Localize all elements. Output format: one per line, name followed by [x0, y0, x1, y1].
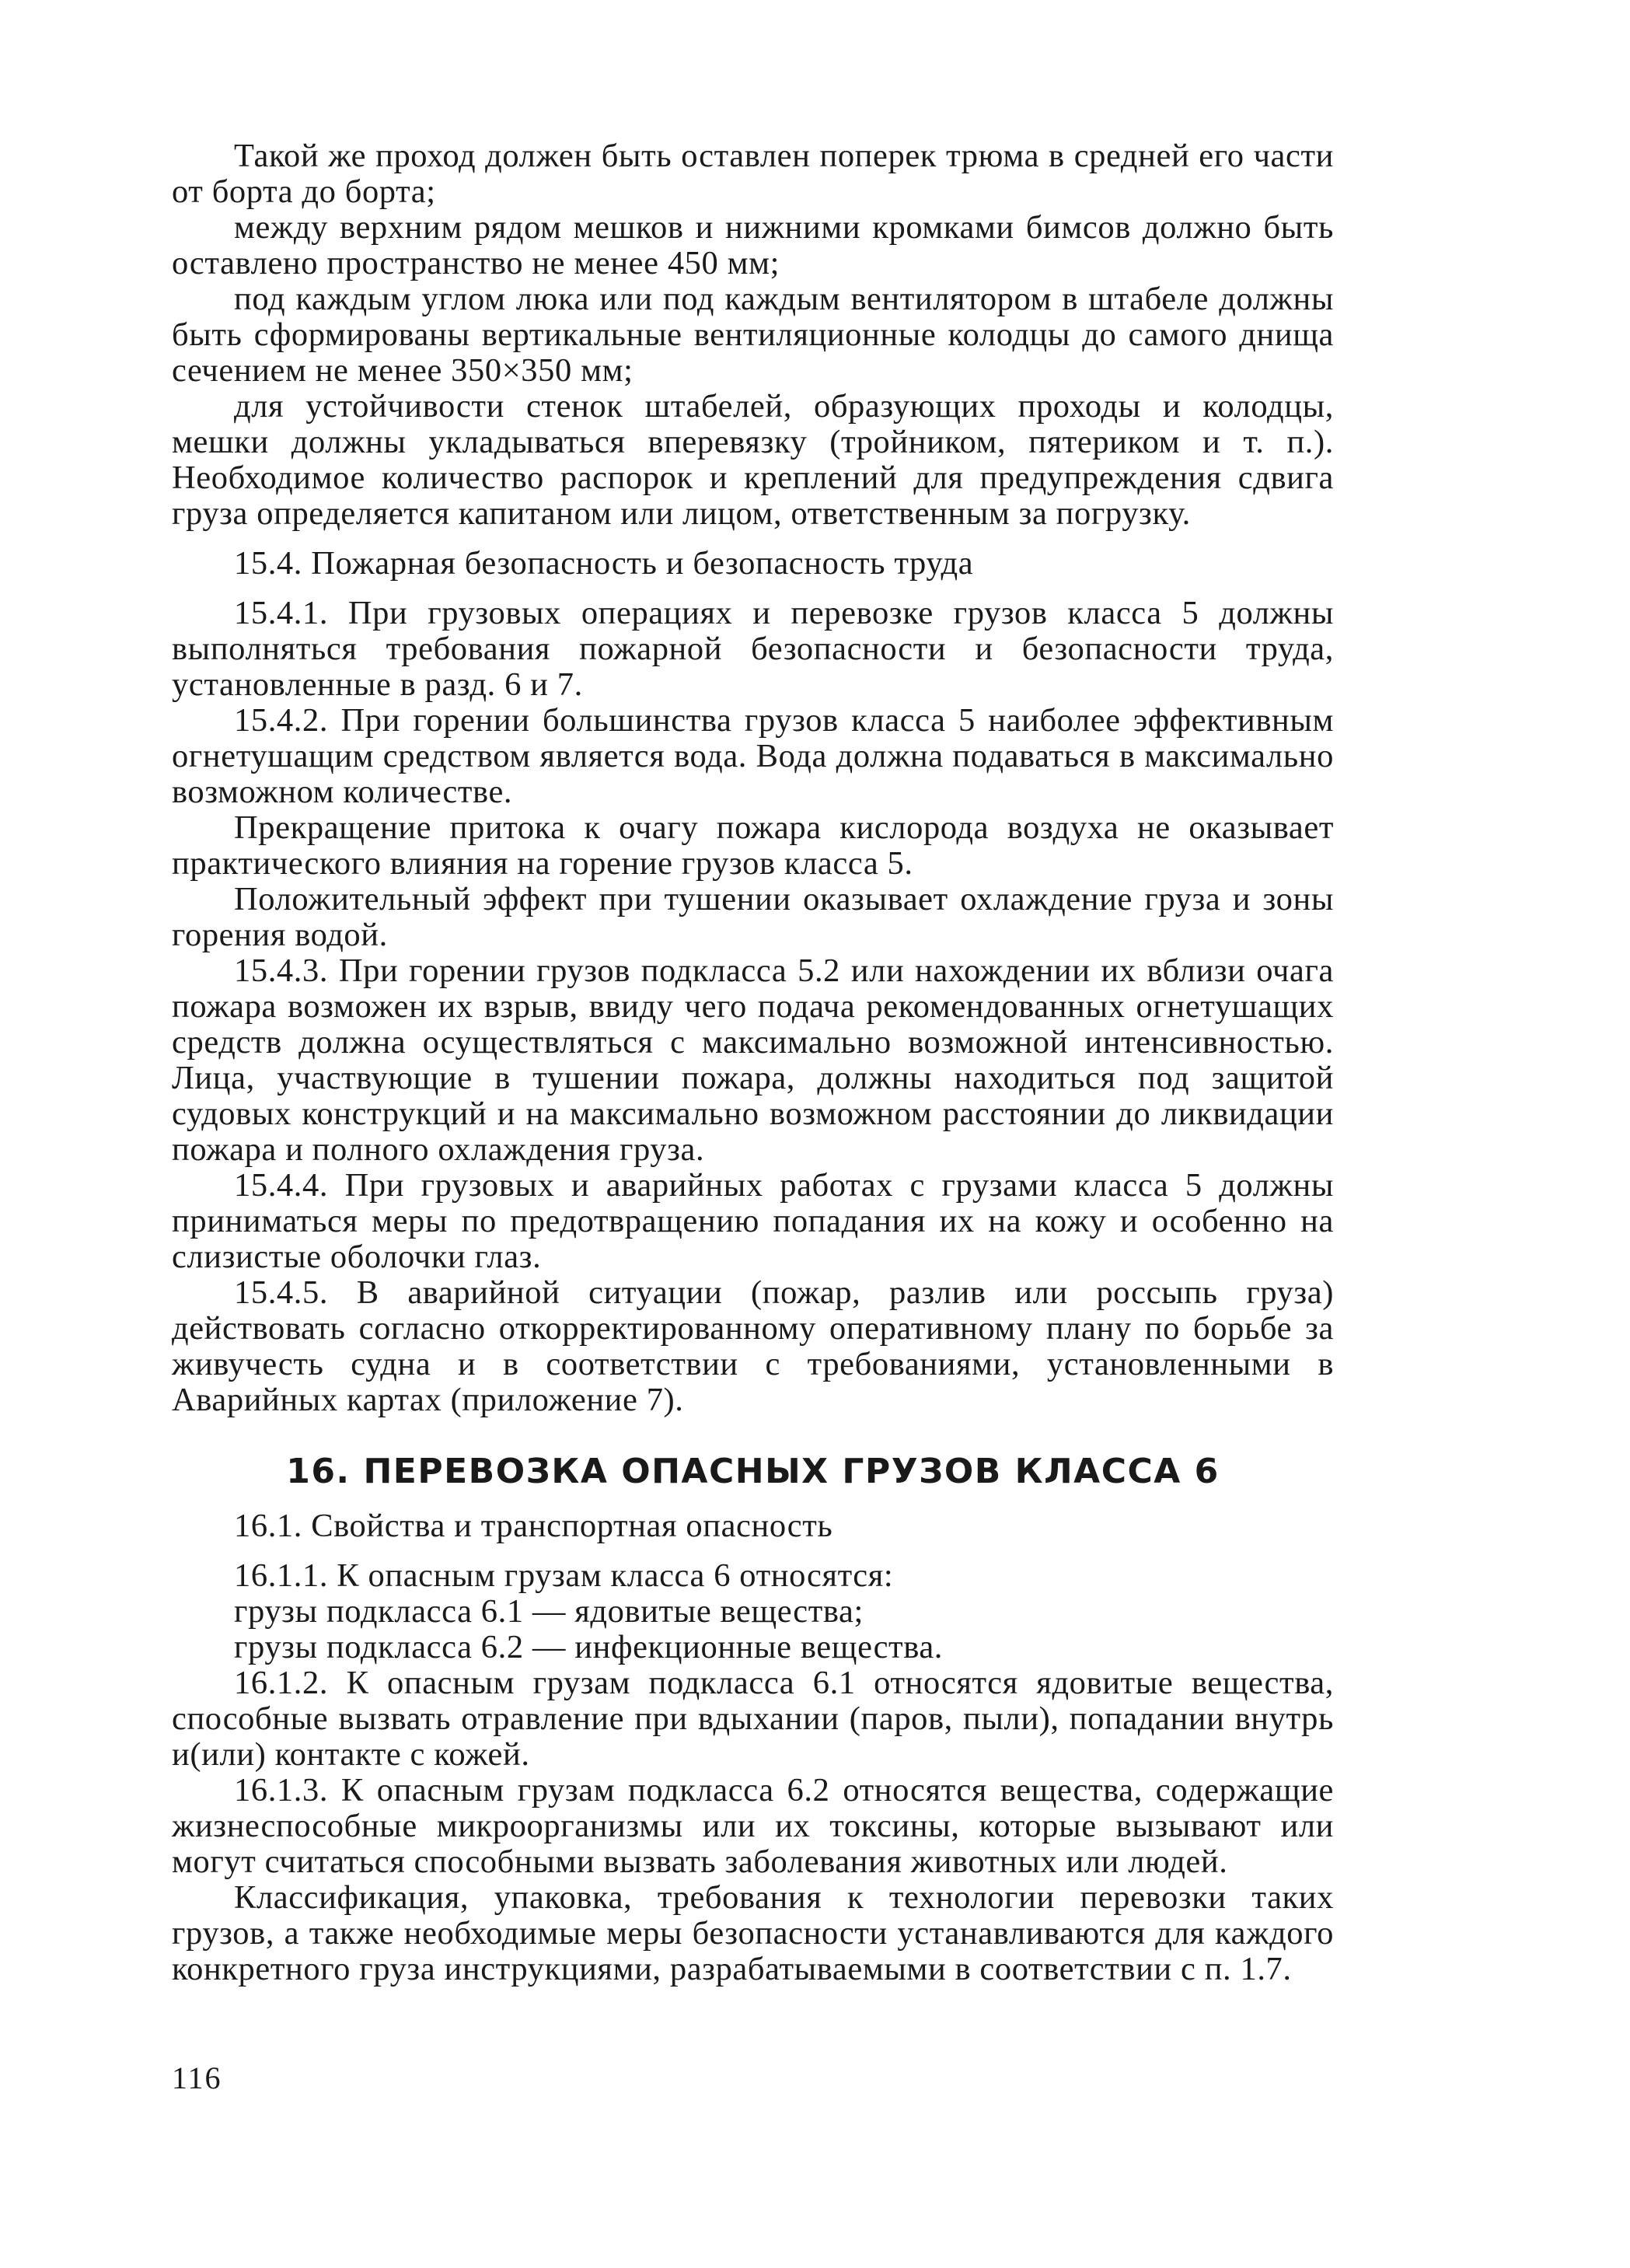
paragraph: под каждым углом люка или под каждым вентилятором в штабеле должны быть сформированы вертикальные вентиляционные колодцы до самого днища сечением не менее 350×350 мм;: [172, 281, 1334, 389]
paragraph: 15.4.3. При горении грузов подкласса 5.2 или нахождении их вблизи очага пожара возможен их взрыв, ввиду чего подача рекомендованных огнетушащих средств должна осуществляться с максимально возможной интенсивностью. Лица, участвующие в тушении пожара, должны находиться под защитой судовых конструкций и на максимально возможном расстоянии до ликвидации пожара и полного охлаждения груза.: [172, 952, 1334, 1168]
page-body: [172, 138, 1334, 1987]
paragraph: грузы подкласса 6.1 — ядовитые вещества;: [234, 1593, 864, 1630]
paragraph: 15.4.2. При горении большинства грузов класса 5 наиболее эффективным огнетушащим средством является вода. Вода должна подаваться в максимально возможном количестве.: [172, 702, 1334, 810]
subsection-heading-16-1: 16.1. Свойства и транспортная опасность: [234, 1508, 833, 1544]
paragraph: для устойчивости стенок штабелей, образующих проходы и колодцы, мешки должны укладываться вперевязку (тройником, пятериком и т. п.). Необходимое количество распорок и креплений для предупреждения сдвига груза определяется капитаном или лицом, ответственным за погрузку.: [172, 388, 1334, 532]
paragraph: Прекращение притока к очагу пожара кислорода воздуха не оказывает практического влияния на горение грузов класса 5.: [172, 809, 1334, 882]
paragraph: между верхним рядом мешков и нижними кромками бимсов должно быть оставлено пространство не менее 450 мм;: [172, 209, 1334, 281]
paragraph: Классификация, упаковка, требования к технологии перевозки таких грузов, а также необходимые меры безопасности устанавливаются для каждого конкретного груза инструкциями, разрабатываемыми в соответствии с п. 1.7.: [172, 1879, 1334, 1987]
paragraph: 16.1.1. К опасным грузам класса 6 относятся:: [234, 1557, 894, 1594]
paragraph: 16.1.2. К опасным грузам подкласса 6.1 относятся ядовитые вещества, способные вызвать отравление при вдыхании (паров, пыли), попадании внутрь и(или) контакте с кожей.: [172, 1665, 1334, 1773]
subsection-heading-15-4: 15.4. Пожарная безопасность и безопасность труда: [234, 545, 974, 582]
paragraph: Такой же проход должен быть оставлен поперек трюма в средней его части от борта до борта;: [172, 138, 1334, 210]
section-heading-16: 16. ПЕРЕВОЗКА ОПАСНЫХ ГРУЗОВ КЛАССА 6: [286, 1452, 1220, 1491]
paragraph: Положительный эффект при тушении оказывает охлаждение груза и зоны горения водой.: [172, 881, 1334, 953]
paragraph: 16.1.3. К опасным грузам подкласса 6.2 относятся вещества, содержащие жизнеспособные микроорганизмы или их токсины, которые вызывают или могут считаться способными вызвать заболевания животных или людей.: [172, 1772, 1334, 1880]
paragraph: 15.4.5. В аварийной ситуации (пожар, разлив или россыпь груза) действовать согласно откорректированному оперативному плану по борьбе за живучесть судна и в соответствии с требованиями, установленными в Аварийных картах (приложение 7).: [172, 1274, 1334, 1418]
paragraph: грузы подкласса 6.2 — инфекционные вещества.: [234, 1629, 944, 1665]
paragraph: 15.4.1. При грузовых операциях и перевозке грузов класса 5 должны выполняться требования пожарной безопасности и безопасности труда, установленные в разд. 6 и 7.: [172, 595, 1334, 703]
page-number: 116: [172, 2060, 222, 2095]
paragraph: 15.4.4. При грузовых и аварийных работах с грузами класса 5 должны приниматься меры по предотвращению попадания их на кожу и особенно на слизистые оболочки глаз.: [172, 1167, 1334, 1275]
